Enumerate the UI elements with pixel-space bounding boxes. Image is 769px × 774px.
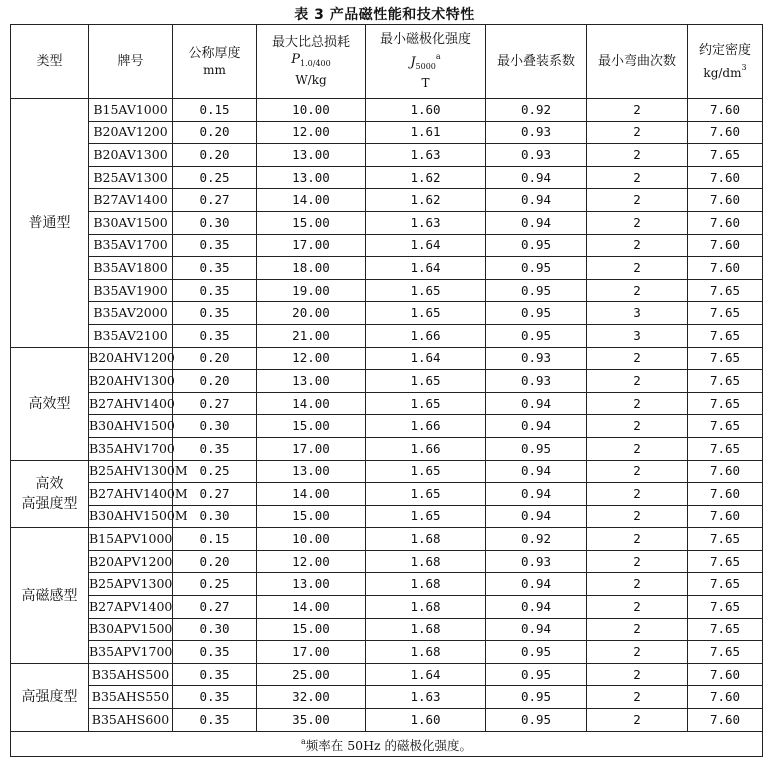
header-thickness-label: 公称厚度 [188, 45, 241, 61]
loss-cell: 21.00 [257, 324, 366, 347]
density-cell: 7.60 [688, 686, 763, 709]
loss-cell: 15.00 [257, 211, 366, 234]
loss-cell: 13.00 [257, 166, 366, 189]
loss-cell: 13.00 [257, 460, 366, 483]
polarization-footnote-mark: a [435, 52, 441, 61]
stacking-cell: 0.94 [486, 505, 587, 528]
grade-cell: B35AHV1700 [89, 437, 173, 460]
density-cell: 7.65 [688, 437, 763, 460]
grade-cell: B35AHS600 [89, 709, 173, 732]
polarization-cell: 1.64 [366, 663, 486, 686]
table-body [11, 99, 763, 732]
grade-cell: B15AV1000 [89, 99, 173, 122]
stacking-cell: 0.95 [486, 302, 587, 325]
density-cell: 7.65 [688, 370, 763, 393]
loss-cell: 10.00 [257, 528, 366, 551]
loss-cell: 12.00 [257, 550, 366, 573]
bends-cell: 2 [587, 573, 688, 596]
grade-cell: B27AV1400 [89, 189, 173, 212]
table-row [11, 189, 763, 212]
thickness-cell: 0.27 [173, 483, 257, 506]
bends-cell: 2 [587, 166, 688, 189]
stacking-cell: 0.94 [486, 573, 587, 596]
loss-cell: 25.00 [257, 663, 366, 686]
category-cell: 普通型 [11, 99, 89, 348]
loss-cell: 15.00 [257, 415, 366, 438]
stacking-cell: 0.95 [486, 257, 587, 280]
loss-symbol: P [291, 52, 301, 67]
polarization-cell: 1.60 [366, 99, 486, 122]
table-row [11, 709, 763, 732]
table-row [11, 347, 763, 370]
loss-cell: 14.00 [257, 392, 366, 415]
bends-cell: 2 [587, 392, 688, 415]
table-row [11, 641, 763, 664]
stacking-cell: 0.94 [486, 618, 587, 641]
loss-cell: 19.00 [257, 279, 366, 302]
table-row [11, 596, 763, 619]
grade-cell: B35AV1800 [89, 257, 173, 280]
table-row [11, 257, 763, 280]
stacking-cell: 0.93 [486, 144, 587, 167]
loss-cell: 17.00 [257, 641, 366, 664]
grade-cell: B27AHV1400M [89, 483, 173, 506]
density-cell: 7.65 [688, 324, 763, 347]
thickness-cell: 0.27 [173, 392, 257, 415]
loss-cell: 12.00 [257, 121, 366, 144]
bends-cell: 3 [587, 302, 688, 325]
loss-cell: 17.00 [257, 234, 366, 257]
table-row [11, 573, 763, 596]
thickness-cell: 0.35 [173, 234, 257, 257]
header-density [688, 25, 763, 99]
table-row [11, 550, 763, 573]
header-density-unit-line [688, 59, 762, 82]
density-cell: 7.65 [688, 550, 763, 573]
polarization-cell: 1.66 [366, 324, 486, 347]
polarization-cell: 1.68 [366, 618, 486, 641]
polarization-cell: 1.65 [366, 279, 486, 302]
header-stacking: 最小叠装系数 [486, 25, 587, 99]
bends-cell: 2 [587, 460, 688, 483]
stacking-cell: 0.93 [486, 550, 587, 573]
header-grade: 牌号 [89, 25, 173, 99]
thickness-cell: 0.25 [173, 460, 257, 483]
thickness-cell: 0.30 [173, 415, 257, 438]
spec-table [10, 24, 763, 757]
grade-cell: B30AHV1500M [89, 505, 173, 528]
thickness-cell: 0.15 [173, 528, 257, 551]
header-bends: 最小弯曲次数 [587, 25, 688, 99]
polarization-cell: 1.64 [366, 347, 486, 370]
table-title: 表 3 产品磁性能和技术特性 [294, 7, 475, 23]
category-cell: 高强度型 [11, 663, 89, 731]
density-cell: 7.60 [688, 663, 763, 686]
polarization-cell: 1.65 [366, 483, 486, 506]
thickness-cell: 0.20 [173, 121, 257, 144]
thickness-cell: 0.15 [173, 99, 257, 122]
polarization-cell: 1.65 [366, 370, 486, 393]
density-unit: kg/dm [703, 65, 742, 80]
polarization-symbol: J [410, 55, 416, 70]
bends-cell: 2 [587, 550, 688, 573]
density-cell: 7.60 [688, 121, 763, 144]
loss-cell: 13.00 [257, 370, 366, 393]
stacking-cell: 0.95 [486, 663, 587, 686]
grade-cell: B20AV1200 [89, 121, 173, 144]
density-cell: 7.65 [688, 144, 763, 167]
category-cell: 高磁感型 [11, 528, 89, 664]
header-thickness [173, 25, 257, 99]
header-polarization-unit: T [421, 76, 430, 90]
grade-cell: B35AHS550 [89, 686, 173, 709]
header-loss-symbol-line [257, 51, 365, 72]
thickness-cell: 0.30 [173, 211, 257, 234]
bends-cell: 2 [587, 528, 688, 551]
table-row [11, 505, 763, 528]
bends-cell: 3 [587, 324, 688, 347]
thickness-cell: 0.25 [173, 573, 257, 596]
category-cell: 高效型 [11, 347, 89, 460]
grade-cell: B27APV1400 [89, 596, 173, 619]
stacking-cell: 0.95 [486, 324, 587, 347]
footnote-mark: a [300, 736, 306, 746]
stacking-cell: 0.95 [486, 279, 587, 302]
table-row [11, 211, 763, 234]
table-row [11, 324, 763, 347]
grade-cell: B27AHV1400 [89, 392, 173, 415]
polarization-cell: 1.68 [366, 573, 486, 596]
grade-cell: B25AV1300 [89, 166, 173, 189]
thickness-cell: 0.35 [173, 324, 257, 347]
grade-cell: B20AHV1300 [89, 370, 173, 393]
bends-cell: 2 [587, 370, 688, 393]
stacking-cell: 0.94 [486, 460, 587, 483]
bends-cell: 2 [587, 234, 688, 257]
thickness-cell: 0.35 [173, 302, 257, 325]
bends-cell: 2 [587, 483, 688, 506]
thickness-cell: 0.27 [173, 596, 257, 619]
polarization-cell: 1.63 [366, 211, 486, 234]
stacking-cell: 0.95 [486, 686, 587, 709]
thickness-cell: 0.30 [173, 505, 257, 528]
table-row [11, 415, 763, 438]
thickness-cell: 0.35 [173, 279, 257, 302]
grade-cell: B15APV1000 [89, 528, 173, 551]
stacking-cell: 0.94 [486, 211, 587, 234]
stacking-cell: 0.94 [486, 415, 587, 438]
grade-cell: B30APV1500 [89, 618, 173, 641]
loss-cell: 20.00 [257, 302, 366, 325]
loss-cell: 14.00 [257, 189, 366, 212]
stacking-cell: 0.93 [486, 347, 587, 370]
footnote-row [11, 731, 763, 756]
header-row [11, 25, 763, 99]
stacking-cell: 0.94 [486, 596, 587, 619]
polarization-cell: 1.64 [366, 234, 486, 257]
thickness-cell: 0.30 [173, 618, 257, 641]
stacking-cell: 0.94 [486, 166, 587, 189]
bends-cell: 2 [587, 709, 688, 732]
table-row [11, 392, 763, 415]
polarization-cell: 1.65 [366, 460, 486, 483]
header-thickness-unit: mm [203, 62, 226, 77]
header-loss-label: 最大比总损耗 [271, 35, 350, 50]
density-cell: 7.60 [688, 505, 763, 528]
grade-cell: B20APV1200 [89, 550, 173, 573]
density-unit-exponent: 3 [741, 62, 747, 72]
table-row [11, 686, 763, 709]
bends-cell: 2 [587, 279, 688, 302]
thickness-cell: 0.35 [173, 257, 257, 280]
table-row [11, 279, 763, 302]
polarization-cell: 1.60 [366, 709, 486, 732]
table-row [11, 437, 763, 460]
loss-cell: 14.00 [257, 483, 366, 506]
polarization-cell: 1.63 [366, 686, 486, 709]
grade-cell: B35AHS500 [89, 663, 173, 686]
polarization-cell: 1.64 [366, 257, 486, 280]
density-cell: 7.65 [688, 618, 763, 641]
density-cell: 7.60 [688, 460, 763, 483]
polarization-cell: 1.68 [366, 641, 486, 664]
density-cell: 7.60 [688, 99, 763, 122]
table-row [11, 234, 763, 257]
bends-cell: 2 [587, 641, 688, 664]
footnote-text: 频率在 50Hz 的磁极化强度。 [305, 737, 473, 753]
density-cell: 7.60 [688, 189, 763, 212]
density-cell: 7.65 [688, 392, 763, 415]
header-polarization-symbol-line [366, 48, 485, 75]
thickness-cell: 0.35 [173, 686, 257, 709]
thickness-cell: 0.35 [173, 663, 257, 686]
grade-cell: B25APV1300 [89, 573, 173, 596]
stacking-cell: 0.95 [486, 709, 587, 732]
bends-cell: 2 [587, 347, 688, 370]
grade-cell: B35AV2100 [89, 324, 173, 347]
header-polarization [366, 25, 486, 99]
density-cell: 7.65 [688, 641, 763, 664]
polarization-cell: 1.65 [366, 392, 486, 415]
polarization-cell: 1.63 [366, 144, 486, 167]
grade-cell: B35AV1900 [89, 279, 173, 302]
bends-cell: 2 [587, 189, 688, 212]
loss-cell: 18.00 [257, 257, 366, 280]
polarization-cell: 1.65 [366, 505, 486, 528]
density-cell: 7.65 [688, 528, 763, 551]
footnote [11, 731, 763, 756]
loss-cell: 35.00 [257, 709, 366, 732]
stacking-cell: 0.95 [486, 234, 587, 257]
polarization-cell: 1.66 [366, 437, 486, 460]
header-density-label: 约定密度 [698, 42, 751, 58]
loss-cell: 17.00 [257, 437, 366, 460]
bends-cell: 2 [587, 257, 688, 280]
bends-cell: 2 [587, 211, 688, 234]
bends-cell: 2 [587, 99, 688, 122]
loss-cell: 14.00 [257, 596, 366, 619]
thickness-cell: 0.35 [173, 709, 257, 732]
stacking-cell: 0.94 [486, 189, 587, 212]
density-cell: 7.60 [688, 211, 763, 234]
polarization-cell: 1.68 [366, 528, 486, 551]
polarization-cell: 1.62 [366, 189, 486, 212]
stacking-cell: 0.95 [486, 437, 587, 460]
table-row [11, 302, 763, 325]
grade-cell: B20AV1300 [89, 144, 173, 167]
stacking-cell: 0.92 [486, 99, 587, 122]
polarization-cell: 1.65 [366, 302, 486, 325]
polarization-cell: 1.68 [366, 550, 486, 573]
grade-cell: B30AHV1500 [89, 415, 173, 438]
bends-cell: 2 [587, 121, 688, 144]
grade-cell: B35AV1700 [89, 234, 173, 257]
loss-cell: 13.00 [257, 144, 366, 167]
thickness-cell: 0.35 [173, 641, 257, 664]
bends-cell: 2 [587, 505, 688, 528]
bends-cell: 2 [587, 415, 688, 438]
thickness-cell: 0.20 [173, 144, 257, 167]
bends-cell: 2 [587, 663, 688, 686]
header-loss-unit: W/kg [295, 73, 327, 87]
density-cell: 7.65 [688, 302, 763, 325]
density-cell: 7.65 [688, 347, 763, 370]
table-row [11, 166, 763, 189]
density-cell: 7.60 [688, 234, 763, 257]
header-type: 类型 [11, 25, 89, 99]
grade-cell: B35AV2000 [89, 302, 173, 325]
loss-subscript: 1.0/400 [300, 59, 331, 68]
polarization-cell: 1.66 [366, 415, 486, 438]
grade-cell: B30AV1500 [89, 211, 173, 234]
grade-cell: B20AHV1200 [89, 347, 173, 370]
polarization-cell: 1.61 [366, 121, 486, 144]
density-cell: 7.65 [688, 279, 763, 302]
stacking-cell: 0.95 [486, 641, 587, 664]
table-row [11, 460, 763, 483]
bends-cell: 2 [587, 144, 688, 167]
stacking-cell: 0.94 [486, 483, 587, 506]
header-loss [257, 25, 366, 99]
header-polarization-label: 最小磁极化强度 [379, 32, 471, 47]
grade-cell: B25AHV1300M [89, 460, 173, 483]
density-cell: 7.65 [688, 573, 763, 596]
table-row [11, 528, 763, 551]
stacking-cell: 0.93 [486, 370, 587, 393]
bends-cell: 2 [587, 437, 688, 460]
loss-cell: 13.00 [257, 573, 366, 596]
table-row [11, 99, 763, 122]
density-cell: 7.60 [688, 483, 763, 506]
thickness-cell: 0.20 [173, 370, 257, 393]
polarization-subscript: 5000 [415, 62, 436, 71]
table-row [11, 370, 763, 393]
thickness-cell: 0.25 [173, 166, 257, 189]
stacking-cell: 0.92 [486, 528, 587, 551]
table-row [11, 144, 763, 167]
polarization-cell: 1.68 [366, 596, 486, 619]
table-row [11, 618, 763, 641]
table-row [11, 663, 763, 686]
bends-cell: 2 [587, 618, 688, 641]
stacking-cell: 0.93 [486, 121, 587, 144]
loss-cell: 12.00 [257, 347, 366, 370]
table-row [11, 121, 763, 144]
thickness-cell: 0.27 [173, 189, 257, 212]
grade-cell: B35APV1700 [89, 641, 173, 664]
bends-cell: 2 [587, 686, 688, 709]
loss-cell: 32.00 [257, 686, 366, 709]
density-cell: 7.65 [688, 415, 763, 438]
thickness-cell: 0.35 [173, 437, 257, 460]
density-cell: 7.65 [688, 596, 763, 619]
loss-cell: 15.00 [257, 618, 366, 641]
loss-cell: 15.00 [257, 505, 366, 528]
category-cell: 高效 高强度型 [11, 460, 89, 528]
density-cell: 7.60 [688, 709, 763, 732]
thickness-cell: 0.20 [173, 347, 257, 370]
table-row [11, 483, 763, 506]
bends-cell: 2 [587, 596, 688, 619]
stacking-cell: 0.94 [486, 392, 587, 415]
density-cell: 7.60 [688, 166, 763, 189]
polarization-cell: 1.62 [366, 166, 486, 189]
loss-cell: 10.00 [257, 99, 366, 122]
thickness-cell: 0.20 [173, 550, 257, 573]
density-cell: 7.60 [688, 257, 763, 280]
